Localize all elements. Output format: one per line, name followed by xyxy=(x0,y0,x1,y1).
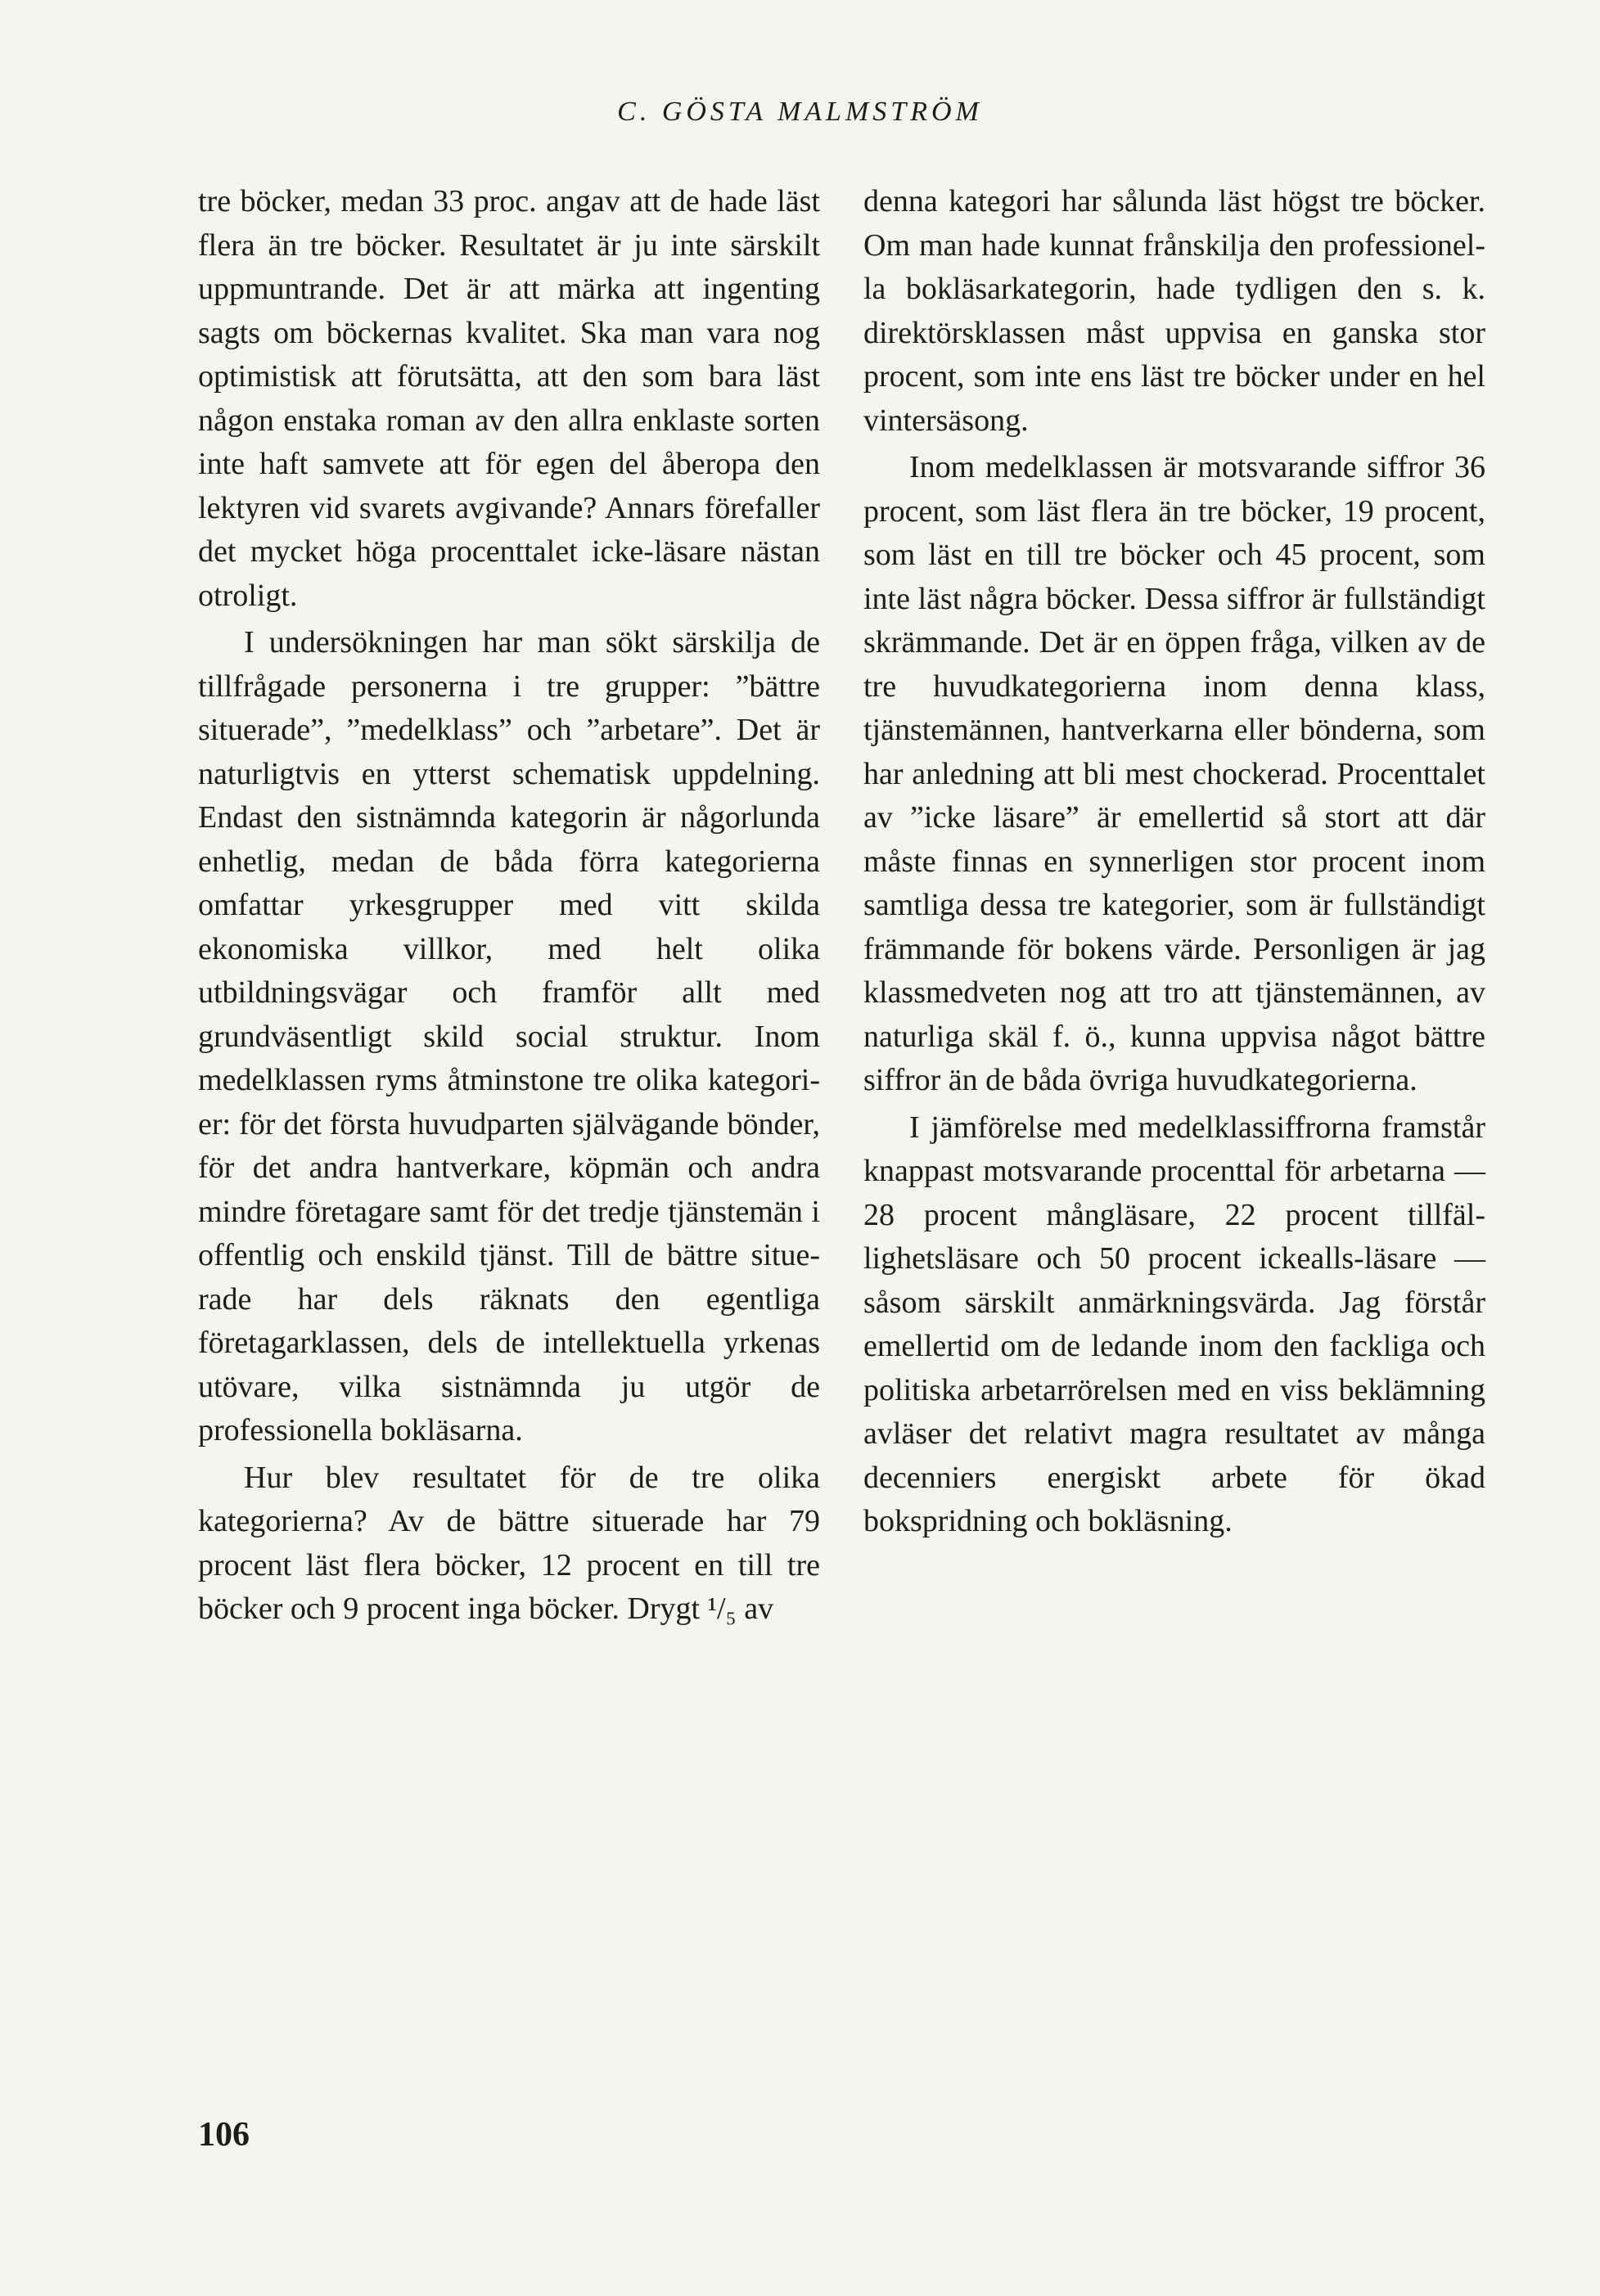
paragraph: denna kategori har sålunda läst högst tre böcker. Om man hade kunnat frånskilja den professionella bokläsarkategorin, hade tydligen den s. k. direktörsklassen måst uppvisa en ganska stor procent, som inte ens läst tre böcker under en hel vintersäsong. xyxy=(863,184,1485,438)
paragraph: Inom medelklassen är motsvarande siffror 36 procent, som läst flera än tre böcker, 19 procent, som läst en till tre böcker och 45 procent, som inte läst några böcker. Dessa siffror är fullständigt skrämmande. Det är en öppen fråga, vilken av de tre huvudkategorierna inom denna klass, tjänstemännen, hantverkarna eller bönderna, som har anledning att bli mest chockerad. Procenttalet av ”icke läsare” är emellertid så stort att där måste finnas en synnerligen stor procent inom samtliga dessa tre kategorier, som är fullständigt främmande för bokens värde. Personligen är jag klassmedveten nog att tro att tjänstemännen, av naturliga skäl f. ö., kunna uppvisa något bättre siffror än de båda övriga huvudkategorierna. xyxy=(863,450,1485,1097)
right-column xyxy=(863,180,1485,1544)
paragraph: Hur blev resultatet för de tre olika kategorierna? Av de bättre situerade har 79 procent läst flera böcker, 12 procent en till tre böcker och 9 procent inga böcker. Drygt ¹/₅ av xyxy=(198,1460,820,1626)
page-number: 106 xyxy=(198,2116,250,2154)
paragraph: I jämförelse med medelklassiffrorna framstår knappast motsvarande procenttal för arbetarna — 28 procent mångläsare, 22 procent tillfällighetsläsare och 50 procent ickealls-läsare — såsom särskilt anmärkningsvärda. Jag förstår emellertid om de ledande inom den fackliga och politiska arbetarrörelsen med en viss beklämning avläser det relativt magra resultatet av många decenniers energiskt arbete för ökad bokspridning och bokläsning. xyxy=(863,1110,1485,1538)
left-column xyxy=(198,180,820,1632)
running-head: C. GÖSTA MALMSTRÖM xyxy=(617,97,983,127)
paragraph: I undersökningen har man sökt särskilja de tillfrågade personerna i tre grupper: ”bättre situerade”, ”medelklass” och ”arbetare”. Det är naturligtvis en ytterst schematisk uppdelning. Endast den sistnämnda kategorin är någorlunda enhetlig, medan de båda förra kategorierna omfattar yrkesgrupper med vitt skilda ekonomiska villkor, med helt olika utbildningsvägar och framför allt med grundväsentligt skild social struktur. Inom medelklassen ryms åtminstone tre olika kategorier: för det första huvudparten självägande bönder, för det andra hantverkare, köpmän och andra mindre företagare samt för det tredje tjänstemän i offentlig och enskild tjänst. Till de bättre situerade har dels räknats den egentliga företagarklassen, dels de intellektuella yrkenas utövare, vilka sistnämnda ju utgör de professionella bokläsarna. xyxy=(198,625,820,1447)
paragraph: tre böcker, medan 33 proc. angav att de hade läst flera än tre böcker. Resultatet är ju inte särskilt uppmuntrande. Det är att märka att ingenting sagts om böckernas kvalitet. Ska man vara nog optimistisk att förutsätta, att den som bara läst någon enstaka roman av den allra enklaste sorten inte haft samvete att för egen del åberopa den lektyren vid svarets avgivande? Annars förefaller det mycket höga procenttalet icke-läsare nästan otroligt. xyxy=(198,184,820,613)
